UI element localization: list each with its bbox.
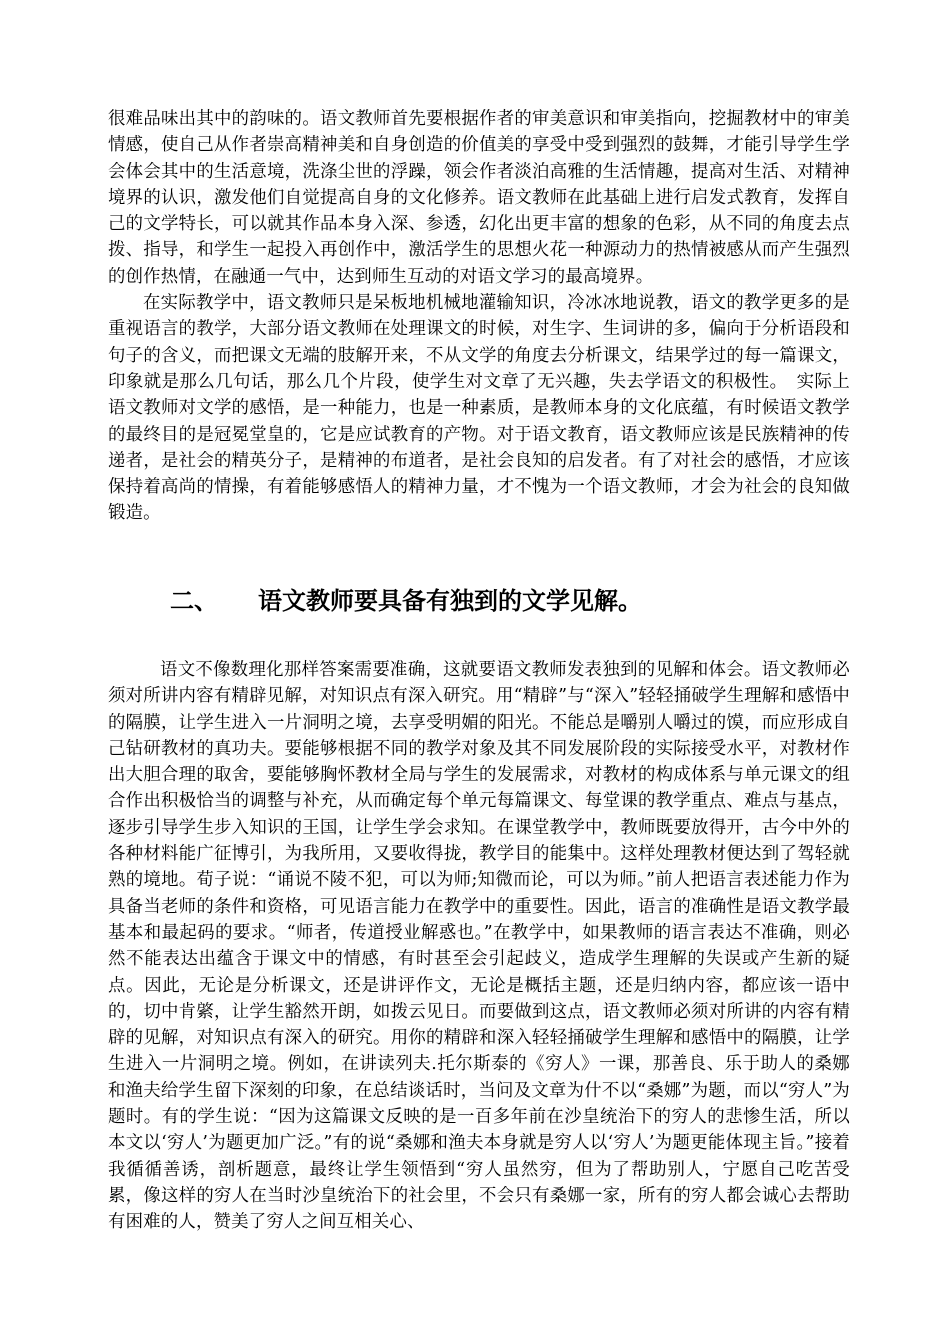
- document-page: [108, 106, 850, 1233]
- section-heading: [170, 586, 642, 616]
- body-paragraph: 在实际教学中，语文教师只是呆板地机械地灌输知识，冷冰冰地说教，语文的教学更多的是重视语言的教学，大部分语文教师在处理课文的时候，对生字、生词讲的多，偏向于分析语段和句子的含义，而把课文无端的肢解开来，不从文学的角度去分析课文，结果学过的每一篇课文，印象就是那么几句话，那么几个片段，使学生对文章了无兴趣，失去学语文的积极性。 实际上语文教师对文学的感悟，是一种能力，也是一种素质，是教师本身的文化底蕴，有时候语文教学的最终目的是冠冕堂皇的，它是应试教育的产物。对于语文教育，语文教师应该是民族精神的传递者，是社会的精英分子，是精神的布道者，是社会良知的启发者。有了对社会的感悟，才应该保持着高尚的情操，有着能够感悟人的精神力量，才不愧为一个语文教师，才会为社会的良知做锻造。: [108, 293, 850, 524]
- section-number: 二、: [170, 587, 218, 615]
- section-body: [108, 657, 850, 1236]
- body-paragraph: 很难品味出其中的韵味的。语文教师首先要根据作者的审美意识和审美指向，挖掘教材中的审美情感，使自己从作者崇高精神美和自身创造的价值美的享受中受到强烈的鼓舞，才能引导学生学会体会其中的生活意境，洗涤尘世的浮躁，领会作者淡泊高雅的生活情趣，提高对生活、对精神境界的认识，激发他们自觉提高自身的文化修养。语文教师在此基础上进行启发式教育，发挥自己的文学特长，可以就其作品本身入深、参透，幻化出更丰富的想象的色彩，从不同的角度去点拨、指导，和学生一起投入再创作中，激活学生的思想火花一种源动力的热情被感从而产生强烈的创作热情，在融通一气中，达到师生互动的对语文学习的最高境界。: [108, 109, 850, 287]
- section-title: 语文教师要具备有独到的文学见解。: [258, 587, 642, 615]
- body-paragraph: 语文不像数理化那样答案需要准确，这就要语文教师发表独到的见解和体会。语文教师必须对所讲内容有精辟见解，对知识点有深入研究。用“精辟”与“深入”轻轻捅破学生理解和感悟中的隔膜，让学生进入一片洞明之境，去享受明媚的阳光。不能总是嚼别人嚼过的馍，而应形成自己钻研教材的真功夫。要能够根据不同的教学对象及其不同发展阶段的实际接受水平，对教材作出大胆合理的取舍，要能够胸怀教材全局与学生的发展需求，对教材的构成体系与单元课文的组合作出积极恰当的调整与补充，从而确定每个单元每篇课文、每堂课的教学重点、难点与基点，逐步引导学生步入知识的王国，让学生学会求知。在课堂教学中，教师既要放得开，古今中外的各种材料能广征博引，为我所用，又要收得拢，教学目的能集中。这样处理教材便达到了驾轻就熟的境地。荀子说：“诵说不陵不犯，可以为师;知微而论，可以为师。”前人把语言表述能力作为具备当老师的条件和资格，可见语言能力在教学中的重要性。因此，语言的准确性是语文教学最基本和最起码的要求。“师者，传道授业解惑也。”在教学中，如果教师的语言表达不准确，则必然不能表达出蕴含于课文中的情感，有时甚至会引起歧义，造成学生理解的失误或产生新的疑点。因此，无论是分析课文，还是讲评作文，无论是概括主题，还是归纳内容，都应该一语中的，切中肯綮，让学生豁然开朗，如拨云见日。而要做到这点，语文教师必须对所讲的内容有精辟的见解，对知识点有深入的研究。用你的精辟和深入轻轻捅破学生理解和感悟中的隔膜，让学生进入一片洞明之境。例如，在讲读列夫.托尔斯泰的《穷人》一课，那善良、乐于助人的桑娜和渔夫给学生留下深刻的印象，在总结谈话时，当问及文章为什不以“桑娜”为题，而以“穷人”为题时。有的学生说：“因为这篇课文反映的是一百多年前在沙皇统治下的穷人的悲惨生活，所以本文以‘穷人’为题更加广泛。”有的说“桑娜和渔夫本身就是穷人以‘穷人’为题更能体现主旨。”接着我循循善诱，剖析题意，最终让学生领悟到“穷人虽然穷，但为了帮助别人，宁愿自己吃苦受累，像这样的穷人在当时沙皇统治下的社会里，不会只有桑娜一家，所有的穷人都会诚心去帮助有困难的人，赞美了穷人之间互相关心、: [108, 660, 850, 1233]
